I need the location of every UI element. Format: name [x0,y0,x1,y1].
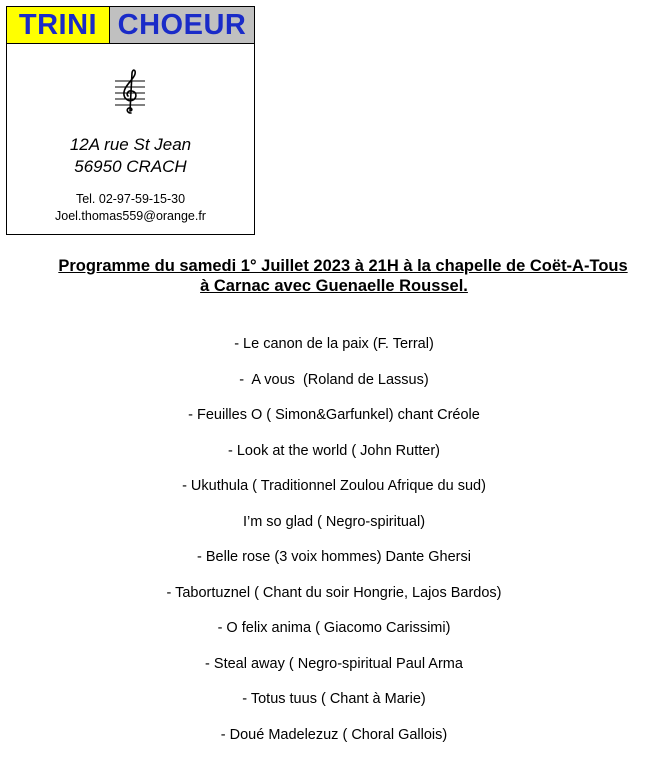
logo [7,7,254,44]
address-city: 56950 CRACH [74,157,187,176]
programme-item: - Look at the world ( John Rutter) [228,442,440,459]
email-address: Joel.thomas559@orange.fr [55,209,206,223]
programme-item: - A vous (Roland de Lassus) [239,371,429,388]
programme-item: - Totus tuus ( Chant à Marie) [242,691,426,707]
logo-choeur: CHOEUR [110,7,254,43]
programme-item: - Le canon de la paix (F. Terral) [234,336,434,352]
programme-item: - Steal away ( Negro-spiritual Paul Arma [205,655,463,672]
logo-trini: TRINI [7,7,110,43]
programme-list [0,334,668,760]
programme-item: - O felix anima ( Giacomo Carissimi) [217,620,451,636]
programme-item: - Belle rose (3 voix hommes) Dante Ghersi [197,549,471,565]
programme-title-line2: à Carnac avec Guenaelle Roussel. [200,277,468,295]
programme-item: - Doué Madelezuz ( Choral Gallois) [220,726,448,743]
letterhead [6,6,255,235]
programme-item: - Ukuthula ( Traditionnel Zoulou Afrique du sud) [182,478,486,494]
programme-title [0,256,668,296]
programme-item: I’m so glad ( Negro-spiritual) [242,513,426,530]
treble-clef-icon [115,67,145,115]
address-street: 12A rue St Jean [69,135,192,154]
programme-title-line1: Programme du samedi 1° Juillet 2023 à 21H à la chapelle de Coët-A-Tous [58,257,628,275]
contact [7,191,254,225]
programme-item: - Feuilles O ( Simon&Garfunkel) chant Créole [188,407,480,423]
address [7,134,254,178]
phone-number: Tel. 02-97-59-15-30 [75,192,186,206]
programme-item: - Tabortuznel ( Chant du soir Hongrie, Lajos Bardos) [166,584,502,601]
